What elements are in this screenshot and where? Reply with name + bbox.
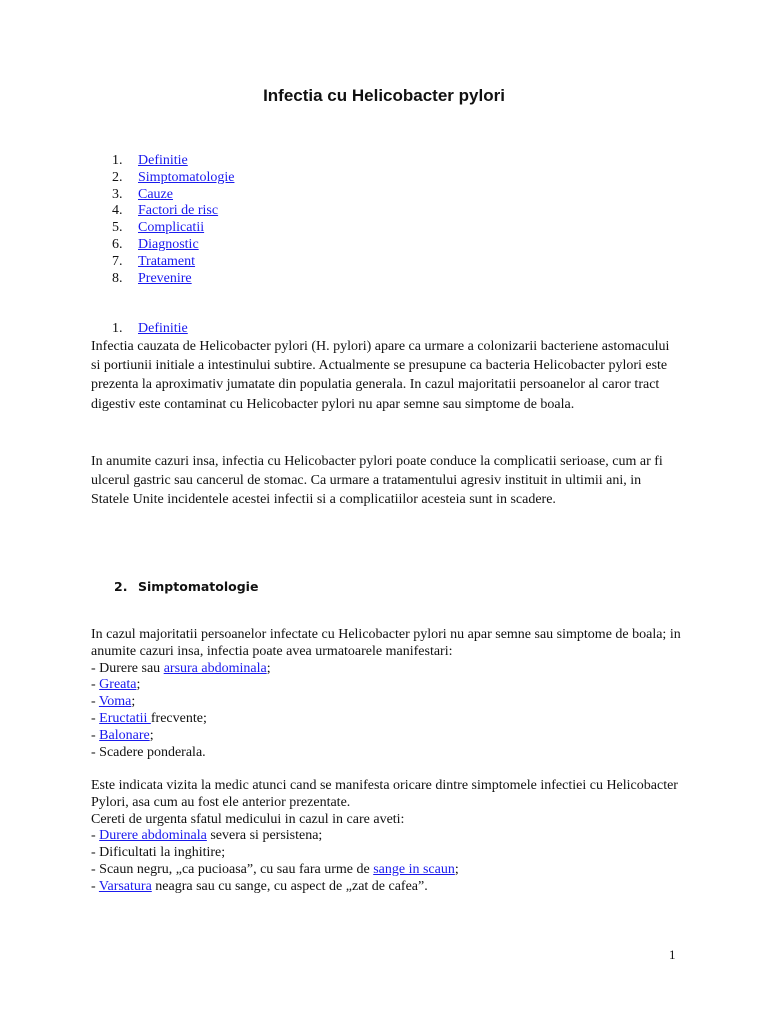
urgent-block	[91, 778, 681, 896]
symptoms-intro: In cazul majoritatii persoanelor infectate cu Helicobacter pylori nu apar semne sau simptome de boala; in anumite cazuri insa, infectia poate avea urmatoarele manifestari:	[91, 627, 681, 659]
link-greata[interactable]: Greata	[99, 677, 137, 693]
toc-link-definitie[interactable]: Definitie	[138, 153, 188, 168]
table-of-contents	[112, 153, 234, 287]
list-item: - Varsatura neagra sau cu sange, cu aspect de „zat de cafea”.	[91, 878, 428, 894]
list-item: - Durere abdominala severa si persistena;	[91, 828, 323, 844]
toc-item: 7. Tratament	[112, 253, 196, 269]
list-item: - Dificultati la inghitire;	[91, 845, 226, 861]
link-durere-abdominala[interactable]: Durere abdominala	[99, 828, 207, 844]
toc-item: 3. Cauze	[112, 186, 173, 202]
list-item: - Eructatii frecvente;	[91, 710, 207, 726]
toc-item: 4. Factori de risc	[112, 203, 219, 219]
toc-item: 2. Simptomatologie	[112, 169, 235, 185]
list-item: - Voma;	[91, 694, 136, 710]
list-item: - Durere sau arsura abdominala;	[91, 660, 271, 676]
section-heading-definitie: 1. Definitie	[112, 321, 188, 336]
list-item: - Greata;	[91, 677, 141, 693]
list-item: - Balonare;	[91, 727, 154, 743]
toc-item: 1. Definitie	[112, 153, 188, 168]
toc-link-diagnostic[interactable]: Diagnostic	[138, 236, 199, 252]
toc-link-tratament[interactable]: Tratament	[138, 253, 196, 269]
page-number: 1	[669, 947, 676, 962]
toc-link-cauze[interactable]: Cauze	[138, 186, 173, 202]
toc-item: 6. Diagnostic	[112, 236, 199, 252]
link-varsatura[interactable]: Varsatura	[98, 878, 152, 894]
toc-link-prevenire[interactable]: Prevenire	[138, 270, 192, 286]
toc-item: 8. Prevenire	[112, 270, 192, 286]
list-item: - Scadere ponderala.	[91, 744, 206, 760]
link-voma[interactable]: Voma	[98, 694, 132, 710]
section-link-definitie[interactable]: Definitie	[138, 321, 188, 336]
link-sange-in-scaun[interactable]: sange in scaun	[373, 861, 455, 877]
list-item: - Scaun negru, „ca pucioasa”, cu sau fara urme de sange in scaun;	[91, 861, 459, 877]
toc-item: 5. Complicatii	[112, 220, 205, 236]
toc-link-factori-de-risc[interactable]: Factori de risc	[138, 203, 219, 219]
visit-text: Este indicata vizita la medic atunci cand se manifesta oricare dintre simptomele infectiei cu Helicobacter Pylori, asa cum au fost ele anterior prezentate.	[91, 778, 678, 810]
link-arsura-abdominala[interactable]: arsura abdominala	[163, 660, 267, 676]
urgent-intro: Cereti de urgenta sfatul medicului in cazul in care aveti:	[91, 811, 405, 827]
complications-paragraph: In anumite cazuri insa, infectia cu Helicobacter pylori poate conduce la complicatii serioase, cum ar fi ulcerul gastric sau cancerul de stomac. Ca urmare a tratamentului agresiv instituit in ultimii ani, in Statele Unite incidentele acestei infectii si a complicatiilor acesteia sunt in scadere.	[91, 454, 663, 508]
section-heading-simptomatologie: 2. Simptomatologie	[114, 579, 259, 594]
definition-paragraph: Infectia cauzata de Helicobacter pylori (H. pylori) apare ca urmare a colonizarii bacteriene astomacului si portiunii initiale a intestinului subtire. Actualmente se presupune ca bacteria Helicobacter pylori este prezenta la aproximativ jumatate din populatia generala. In cazul majoritatii persoanelor al caror tract digestiv este contaminat cu Helicobacter pylori nu apar semne sau simptome de boala.	[91, 339, 670, 412]
link-balonare[interactable]: Balonare	[99, 727, 150, 743]
toc-link-simptomatologie[interactable]: Simptomatologie	[138, 169, 235, 185]
link-eructatii[interactable]: Eructatii	[99, 710, 151, 726]
page-title: Infectia cu Helicobacter pylori	[263, 86, 505, 105]
toc-link-complicatii[interactable]: Complicatii	[138, 220, 205, 236]
symptoms-block	[91, 627, 681, 761]
